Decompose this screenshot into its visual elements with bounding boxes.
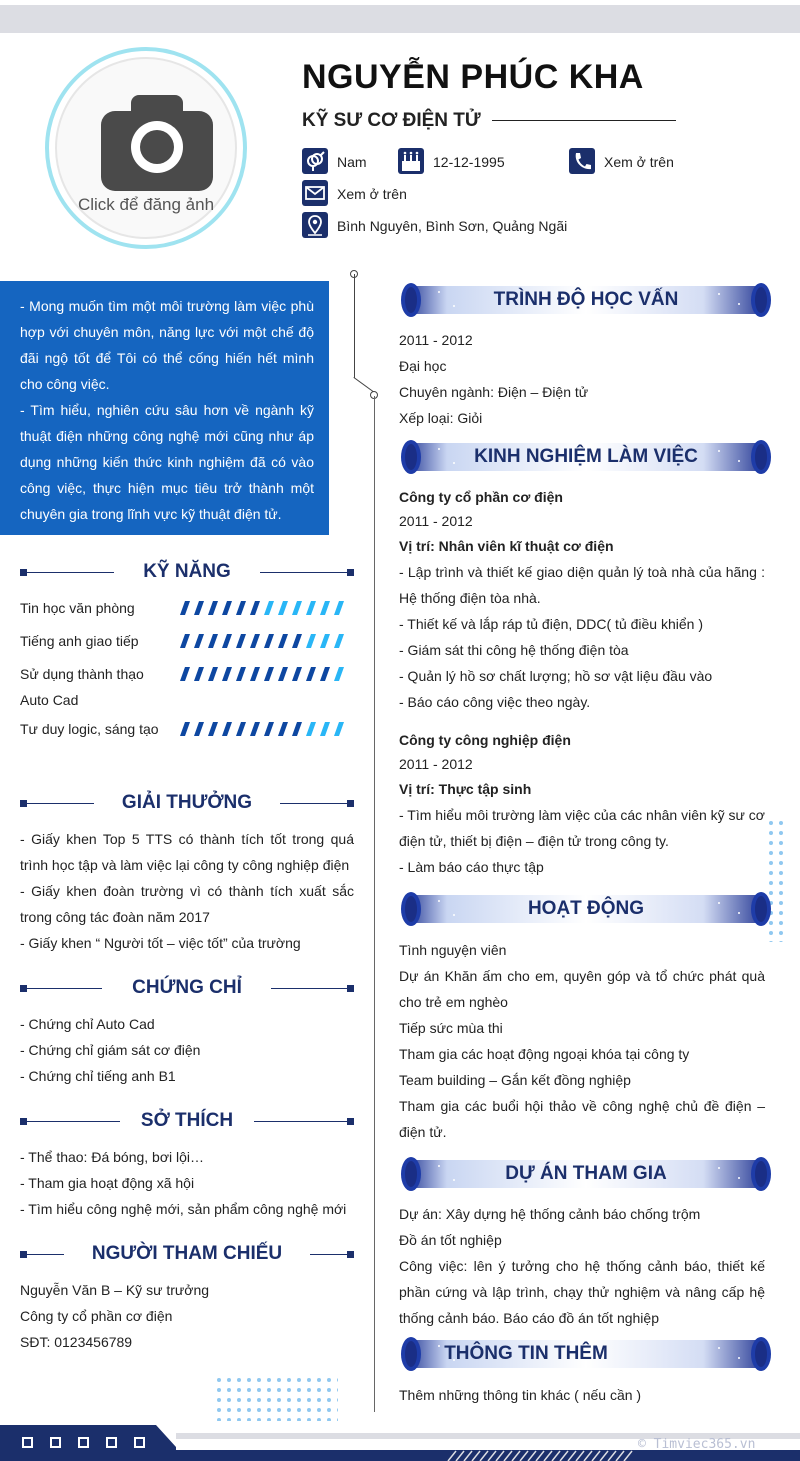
phone-value: Xem ở trên bbox=[604, 154, 674, 170]
skill-bar-segment bbox=[250, 722, 260, 736]
skill-bar-segment bbox=[334, 601, 344, 615]
skill-bar-segment bbox=[194, 722, 204, 736]
camera-icon bbox=[101, 93, 213, 191]
references-heading: NGƯỜI THAM CHIẾU bbox=[91, 1243, 283, 1264]
skill-bar-segment bbox=[208, 601, 218, 615]
skill-bar-segment bbox=[264, 722, 274, 736]
job-title: KỸ SƯ CƠ ĐIỆN TỬ bbox=[302, 110, 481, 131]
hobbies-text: - Thể thao: Đá bóng, bơi lội… - Tham gia hoạt động xã hội - Tìm hiểu công nghệ mới, sản phẩm công nghệ mới bbox=[20, 1149, 347, 1217]
skill-bar-segment bbox=[194, 634, 204, 648]
certificates-text: - Chứng chỉ Auto Cad - Chứng chỉ giám sát cơ điện - Chứng chỉ tiếng anh B1 bbox=[20, 1016, 201, 1084]
skill-bar-segment bbox=[222, 634, 232, 648]
decorative-dot-grid bbox=[214, 1375, 338, 1421]
skill-bar bbox=[176, 667, 346, 681]
location-icon bbox=[302, 212, 328, 238]
skill-bar-segment bbox=[334, 667, 344, 681]
footer-square bbox=[134, 1437, 145, 1448]
skill-bar-segment bbox=[194, 667, 204, 681]
job-period: 2011 - 2012 bbox=[399, 756, 473, 772]
skill-bar-segment bbox=[180, 634, 190, 648]
skill-bar-segment bbox=[306, 722, 316, 736]
email-icon bbox=[302, 180, 328, 206]
skill-bar-segment bbox=[264, 634, 274, 648]
skill-bar-segment bbox=[278, 601, 288, 615]
skill-bar-segment bbox=[278, 667, 288, 681]
skill-name: Tư duy logic, sáng tạo bbox=[20, 721, 159, 737]
photo-upload-label: Click để đăng ảnh bbox=[77, 195, 215, 214]
skill-name: Tiếng anh giao tiếp bbox=[20, 633, 139, 649]
additional-text: Thêm những thông tin khác ( nếu cần ) bbox=[399, 1387, 642, 1403]
skills-heading: KỸ NĂNG bbox=[143, 561, 231, 582]
full-name: NGUYỄN PHÚC KHA bbox=[302, 58, 644, 96]
section-heading-awards bbox=[20, 789, 354, 819]
skill-bar bbox=[176, 634, 346, 648]
section-heading-hobbies bbox=[20, 1107, 354, 1137]
projects-heading: DỰ ÁN THAM GIA bbox=[505, 1163, 667, 1184]
footer-square bbox=[106, 1437, 117, 1448]
skill-bar-segment bbox=[334, 722, 344, 736]
job-position: Vị trí: Thực tập sinh bbox=[399, 781, 532, 797]
additional-heading: THÔNG TIN THÊM bbox=[444, 1343, 608, 1364]
education-heading: TRÌNH ĐỘ HỌC VẤN bbox=[493, 289, 679, 310]
skill-bar-segment bbox=[208, 634, 218, 648]
skill-bar-segment bbox=[236, 667, 246, 681]
skill-bar-segment bbox=[306, 667, 316, 681]
skill-bar-segment bbox=[180, 667, 190, 681]
skill-bar-segment bbox=[236, 634, 246, 648]
title-divider bbox=[492, 120, 676, 121]
education-text: 2011 - 2012 Đại học Chuyên ngành: Điện – Điện tử Xếp loại: Giỏi bbox=[399, 332, 589, 426]
activities-heading: HOẠT ĐỘNG bbox=[527, 898, 645, 919]
references-text: Nguyễn Văn B – Kỹ sư trưởng Công ty cổ phần cơ điện SĐT: 0123456789 bbox=[20, 1282, 210, 1350]
job-company: Công ty công nghiệp điện bbox=[399, 732, 571, 748]
skill-bar-segment bbox=[292, 601, 302, 615]
footer-square bbox=[78, 1437, 89, 1448]
gender-value: Nam bbox=[337, 154, 367, 170]
section-heading-additional bbox=[399, 1336, 773, 1372]
section-heading-skills bbox=[20, 558, 354, 588]
skill-bar-segment bbox=[320, 667, 330, 681]
skill-bar-segment bbox=[278, 722, 288, 736]
watermark: © Timviec365.vn bbox=[638, 1437, 756, 1452]
skill-bar-segment bbox=[222, 601, 232, 615]
projects-text: Dự án: Xây dựng hệ thống cảnh báo chống trộm Đồ án tốt nghiệp Công việc: lên ý tưởng cho hệ thống cảnh báo, thiết kế phần cứng và lập trình, chạy thử nghiệm và nâng cấp hệ thống cảnh báo. Báo cáo đồ án tốt nghiệp bbox=[399, 1206, 765, 1326]
skill-bar-segment bbox=[222, 667, 232, 681]
email-value: Xem ở trên bbox=[337, 186, 407, 202]
skill-bar-segment bbox=[180, 601, 190, 615]
birthday-cake-icon bbox=[398, 148, 424, 174]
timeline-line bbox=[354, 274, 355, 378]
job-period: 2011 - 2012 bbox=[399, 513, 473, 529]
career-objective bbox=[0, 281, 329, 535]
section-heading-projects bbox=[399, 1156, 773, 1192]
skill-bar-segment bbox=[250, 601, 260, 615]
skill-bar-segment bbox=[236, 601, 246, 615]
section-heading-activities bbox=[399, 891, 773, 927]
footer-square bbox=[22, 1437, 33, 1448]
skill-bar-segment bbox=[264, 667, 274, 681]
experience-heading: KINH NGHIỆM LÀM VIỆC bbox=[474, 446, 698, 467]
section-heading-certificates bbox=[20, 974, 354, 1004]
phone-icon bbox=[569, 148, 595, 174]
certificates-heading: CHỨNG CHỈ bbox=[132, 977, 242, 998]
skill-bar-segment bbox=[320, 601, 330, 615]
skill-bar-segment bbox=[292, 722, 302, 736]
skill-bar-segment bbox=[320, 634, 330, 648]
skill-bar bbox=[176, 601, 346, 615]
skill-bar-segment bbox=[306, 601, 316, 615]
address-value: Bình Nguyên, Bình Sơn, Quảng Ngãi bbox=[337, 218, 568, 234]
gender-icon bbox=[302, 148, 328, 174]
birthday-value: 12-12-1995 bbox=[433, 154, 505, 170]
skill-name: Sử dụng thành thạo Auto Cad bbox=[20, 666, 144, 708]
skill-bar-segment bbox=[278, 634, 288, 648]
photo-frame bbox=[55, 57, 237, 239]
job-company: Công ty cổ phần cơ điện bbox=[399, 489, 563, 505]
skill-bar bbox=[176, 722, 346, 736]
skill-bar-segment bbox=[306, 634, 316, 648]
skill-bar-segment bbox=[264, 601, 274, 615]
job-details: - Lập trình và thiết kế giao diện quản lý toà nhà của hãng : Hệ thống điện tòa nhà. - Thiết kế và lắp ráp tủ điện, DDC( tủ điều khiển ) - Giám sát thi công hệ thống điện tòa - Quản lý hồ sơ chất lượng; hồ sơ vật liệu đầu vào - Báo cáo công việc theo ngày. bbox=[399, 564, 765, 710]
top-bar bbox=[0, 5, 800, 33]
skill-bar-segment bbox=[292, 634, 302, 648]
hobbies-heading: SỞ THÍCH bbox=[140, 1110, 234, 1131]
skill-bar-segment bbox=[180, 722, 190, 736]
section-heading-experience bbox=[399, 439, 773, 475]
job-details: - Tìm hiểu môi trường làm việc của các nhân viên kỹ sư cơ điện tử, thiết bị điện – điện tử trong công ty. - Làm báo cáo thực tập bbox=[399, 807, 765, 875]
photo-upload[interactable] bbox=[45, 47, 247, 249]
skill-bar-segment bbox=[236, 722, 246, 736]
section-heading-references bbox=[20, 1240, 354, 1270]
skill-bar-segment bbox=[194, 601, 204, 615]
section-heading-education bbox=[399, 282, 773, 318]
skill-bar-segment bbox=[320, 722, 330, 736]
timeline-line bbox=[374, 396, 375, 1412]
awards-text: - Giấy khen Top 5 TTS có thành tích tốt trong quá trình học tập và làm việc lại công ty công nghiệp điện - Giấy khen đoàn trường vì có thành tích xuất sắc trong công tác đoàn năm 2017 - Giấy khen “ Người tốt – việc tốt” của trường bbox=[20, 831, 354, 951]
skill-bar-segment bbox=[292, 667, 302, 681]
skill-bar-segment bbox=[208, 722, 218, 736]
job-position: Vị trí: Nhân viên kĩ thuật cơ điện bbox=[399, 538, 614, 554]
footer-square bbox=[50, 1437, 61, 1448]
activities-text: Tình nguyện viên Dự án Khăn ấm cho em, quyên góp và tổ chức phát quà cho trẻ em nghèo Tiếp sức mùa thi Tham gia các hoạt động ngoại khóa tại công ty Team building – Gắn kết đồng nghiệp Tham gia các buổi hội thảo về công nghệ chủ đề điện – điện tử. bbox=[399, 942, 765, 1140]
objective-text: - Mong muốn tìm một môi trường làm việc phù hợp với chuyên môn, năng lực với một chế độ đãi ngộ tốt để Tôi có thể cống hiến hết mình cho công việc. - Tìm hiểu, nghiên cứu sâu hơn về ngành kỹ thuật điện những công nghệ mới cũng như áp dụng những kiến thức kinh nghiệm đã có vào công việc, thực hiện mục tiêu trở thành một chuyên gia trong lĩnh vực kỹ thuật điện tử. bbox=[20, 298, 314, 522]
skill-bar-segment bbox=[250, 634, 260, 648]
skill-name: Tin học văn phòng bbox=[20, 600, 135, 616]
skill-bar-segment bbox=[334, 634, 344, 648]
skill-bar-segment bbox=[250, 667, 260, 681]
skill-bar-segment bbox=[208, 667, 218, 681]
awards-heading: GIẢI THƯỞNG bbox=[121, 792, 253, 813]
skill-bar-segment bbox=[222, 722, 232, 736]
